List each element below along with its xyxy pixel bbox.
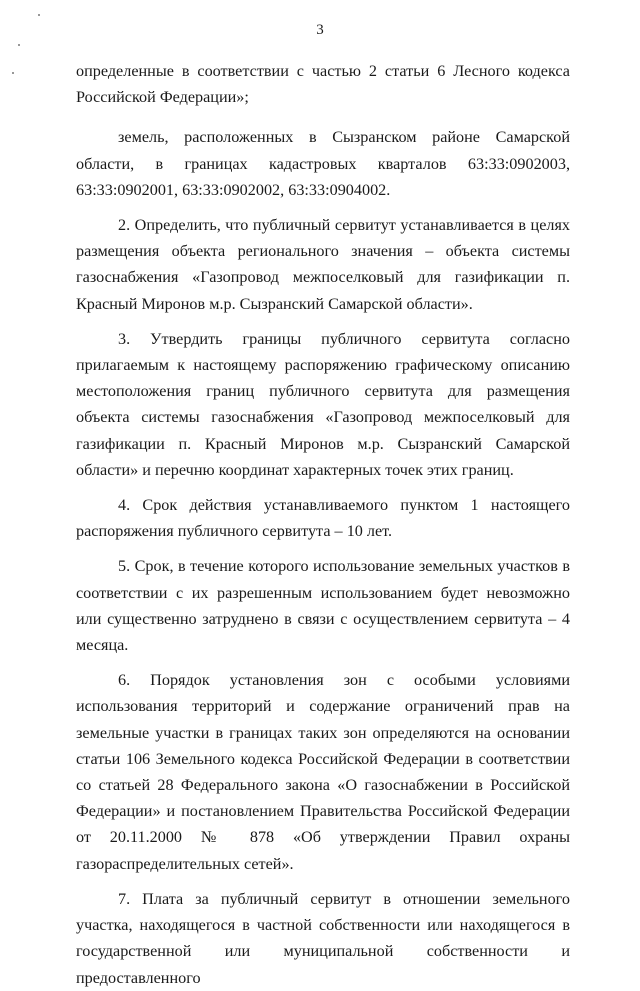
scan-speck — [38, 14, 40, 16]
paragraph-item-2: 2. Определить, что публичный сервитут устанавливается в целях размещения объекта регионального значения – объекта системы газоснабжения «Газопровод межпоселковый для газификации п. Красный Миронов м.р. Сызранский Самарской области». — [76, 216, 570, 313]
paragraph-item-4: 4. Срок действия устанавливаемого пунктом 1 настоящего распоряжения публичного сервитута – 10 лет. — [76, 496, 570, 541]
paragraph-item-3: 3. Утвердить границы публичного сервитута согласно прилагаемым к настоящему распоряжению графическому описанию местоположения границ публичного сервитута для размещения объекта системы газоснабжения «Газопровод межпоселковый для газификации п. Красный Миронов м.р. Сызранский Самарской области» и перечню координат характерных точек этих границ. — [76, 329, 570, 479]
paragraph-item-7: 7. Плата за публичный сервитут в отношении земельного участка, находящегося в частной собственности или находящегося в государственной или муниципальной собственности и предоставленного — [76, 889, 570, 987]
scan-speck — [18, 44, 20, 46]
page-number: 3 — [316, 22, 324, 38]
paragraph-continuation: определенные в соответствии с частью 2 статьи 6 Лесного кодекса Российской Федерации»; — [76, 62, 570, 107]
paragraph-lands: земель, расположенных в Сызранском районе Самарской области, в границах кадастровых кварталов 63:33:0902003, 63:33:0902001, 63:33:0902002, 63:33:0904002. — [76, 128, 570, 199]
paragraph-item-6: 6. Порядок установления зон с особыми условиями использования территорий и содержание ограничений прав на земельные участки в границах таких зон определяются на основании статьи 106 Земельного кодекса Российской Федерации в соответствии со статьей 28 Федерального закона «О газоснабжении в Российской Федерации» и постановлением Правительства Российской Федерации от 20.11.2000 № 878 «Об утверждении Правил охраны газораспределительных сетей». — [76, 671, 570, 873]
paragraph-item-5: 5. Срок, в течение которого использование земельных участков в соответствии с их разрешенным использованием будет невозможно или существенно затруднено в связи с осуществлением сервитута – 4 месяца. — [76, 557, 570, 655]
document-body — [76, 58, 570, 991]
scan-speck — [12, 72, 14, 74]
